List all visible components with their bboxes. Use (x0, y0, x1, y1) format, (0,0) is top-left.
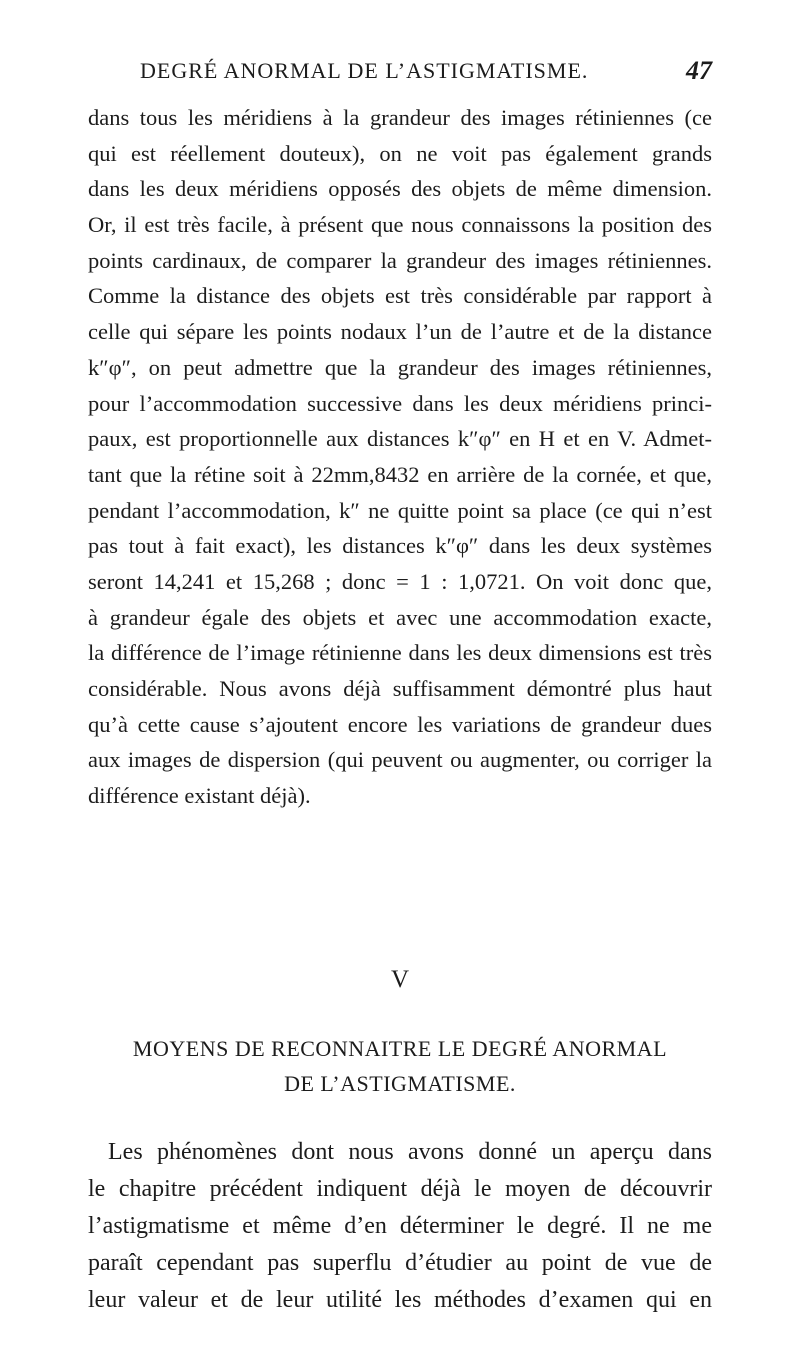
text-line: considérable. Nous avons déjà suffisamment démontré plus haut (88, 676, 712, 701)
text-line: leur valeur et de leur utilité les méthodes d’examen qui en (88, 1287, 712, 1313)
text-line: qu’à cette cause s’ajoutent encore les variations de grandeur dues (88, 711, 712, 737)
running-header (140, 58, 712, 92)
section-numeral: V (390, 966, 410, 993)
text-line: Les phénomènes dont nous avons donné un aperçu dans (108, 1139, 712, 1165)
text-line: pas tout à fait exact), les distances k″φ″ dans les deux systèmes (88, 533, 712, 559)
text-line: k″φ″, on peut admettre que la grandeur des images rétiniennes, (88, 354, 712, 380)
text-line: le chapitre précédent indiquent déjà le moyen de découvrir (88, 1176, 712, 1202)
text-line: paux, est proportionnelle aux distances k″φ″ en H et en V. Admet- (88, 426, 712, 452)
text-line: qui est réellement douteux), on ne voit pas également grands (88, 140, 712, 166)
text-line: Comme la distance des objets est très considérable par rapport à (88, 283, 712, 309)
text-line: Or, il est très facile, à présent que nous connaissons la position des (88, 212, 712, 238)
text-line: différence existant déjà). (88, 783, 311, 809)
running-title: DEGRÉ ANORMAL DE L’ASTIGMATISME. (140, 58, 589, 83)
text-line: tant que la rétine soit à 22mm,8432 en arrière de la cornée, et que, (88, 461, 712, 487)
text-line: pendant l’accommodation, k″ ne quitte point sa place (ce qui n’est (88, 497, 712, 523)
text-line: aux images de dispersion (qui peuvent ou augmenter, ou corriger la (88, 747, 712, 773)
text-line: points cardinaux, de comparer la grandeur des images rétiniennes. (88, 247, 712, 273)
section-title: MOYENS DE RECONNAITRE LE DEGRÉ ANORMAL (132, 1036, 668, 1061)
section-title-continued: DE L’ASTIGMATISME. (284, 1071, 516, 1096)
text-line: celle qui sépare les points nodaux l’un de l’autre et de la distance (88, 319, 712, 345)
paragraph-continued (88, 100, 712, 814)
text-line: à grandeur égale des objets et avec une accommodation exacte, (88, 604, 712, 630)
text-line: l’astigmatisme et même d’en déterminer le degré. Il ne me (88, 1213, 712, 1239)
text-line: dans tous les méridiens à la grandeur des images rétiniennes (ce (88, 105, 712, 130)
text-line: seront 14,241 et 15,268 ; donc = 1 : 1,0721. On voit donc que, (88, 568, 712, 594)
paragraph-new (88, 1134, 712, 1319)
page-number: 47 (686, 56, 712, 85)
text-line: paraît cependant pas superflu d’étudier au point de vue de (88, 1250, 712, 1276)
text-line: la différence de l’image rétinienne dans les deux dimensions est très (88, 640, 712, 666)
text-line: dans les deux méridiens opposés des objets de même dimension. (88, 176, 712, 202)
text-line: pour l’accommodation successive dans les deux méridiens princi- (88, 390, 712, 416)
